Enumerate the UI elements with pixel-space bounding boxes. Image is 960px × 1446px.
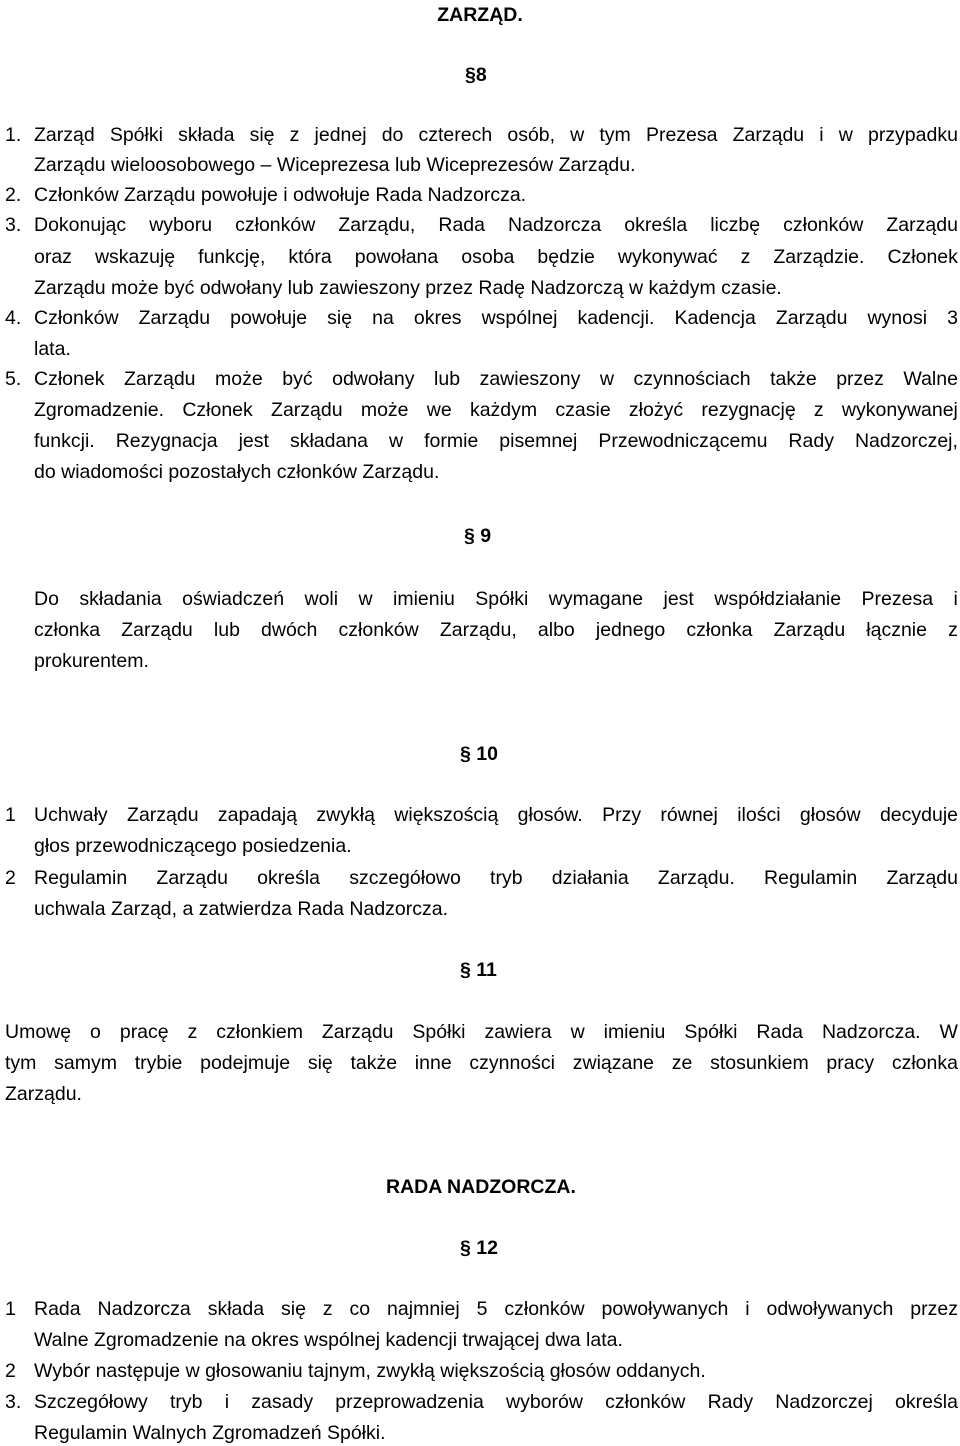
word: jednej [314, 124, 367, 146]
word: każdym [469, 399, 538, 421]
word: Rada [756, 1021, 804, 1043]
word: co [349, 1298, 371, 1320]
word: imieniu [393, 588, 455, 610]
word: jest [238, 430, 269, 452]
word: będzie [537, 246, 595, 268]
word: trybie [134, 1052, 183, 1074]
word: Przewodniczącemu [598, 430, 768, 452]
word: Rady [707, 1391, 754, 1413]
list-item-text [34, 1297, 958, 1321]
paragraph-text: Zarządu. [5, 1083, 82, 1105]
word: oświadczeń [182, 588, 285, 610]
word: z [740, 246, 751, 268]
word: pracy [826, 1052, 875, 1074]
word: Zarządu [127, 804, 199, 826]
word: z [289, 124, 300, 146]
word: imieniu [603, 1021, 666, 1043]
word: inne [414, 1052, 452, 1074]
word: z [813, 399, 824, 421]
word: przeprowadzenia [335, 1391, 484, 1413]
word: się [307, 1052, 333, 1074]
word: pracę [119, 1021, 169, 1043]
word: Zarządu [775, 307, 848, 329]
word: określa [257, 867, 321, 889]
word: liczbę [710, 214, 761, 236]
word: zapadają [217, 804, 298, 826]
list-item-text: Wybór następuje w głosowaniu tajnym, zwykłą większością głosów oddanych. [34, 1360, 706, 1382]
word: Przy [602, 804, 642, 826]
word: funkcję, [198, 246, 266, 268]
word: się [249, 124, 275, 146]
word: z [322, 1298, 333, 1320]
word: zasady [251, 1391, 314, 1413]
word: działania [551, 867, 629, 889]
word: Zarządu [271, 399, 343, 421]
word: jest [663, 588, 694, 610]
paragraph-title-12: § 12 [460, 1237, 498, 1259]
word: członków [605, 1391, 686, 1413]
word: wyborów [506, 1391, 583, 1413]
paragraph-text [5, 1020, 958, 1044]
word: członka [686, 619, 753, 641]
word: W [939, 1021, 958, 1043]
word: powołana [354, 246, 439, 268]
word: współdziałanie [714, 588, 842, 610]
word: w [838, 124, 853, 146]
word: woli [304, 588, 339, 610]
word: Umowę [5, 1021, 72, 1043]
word: Członek [34, 368, 105, 390]
word: tryb [490, 867, 523, 889]
list-item-text [34, 1390, 958, 1414]
word: okres [413, 307, 462, 329]
word: we [426, 399, 452, 421]
word: wynosi [867, 307, 928, 329]
word: Spółki [475, 588, 529, 610]
word: może [215, 368, 263, 390]
word: Szczegółowy [34, 1391, 148, 1413]
word: odwoływanych [766, 1298, 894, 1320]
list-number: 3. [5, 214, 22, 236]
word: zwykłą [316, 804, 375, 826]
list-number: 2. [5, 184, 22, 206]
word: Spółki [684, 1021, 738, 1043]
word: lub [434, 368, 461, 390]
word: wyboru [149, 214, 213, 236]
paragraph-text: prokurentem. [34, 650, 149, 672]
word: określa [624, 214, 688, 236]
list-item-text [34, 306, 958, 330]
word: określa [895, 1391, 958, 1413]
list-number: 5. [5, 368, 22, 390]
word: Zarządu [121, 619, 193, 641]
word: Regulamin [34, 867, 128, 889]
word: Regulamin [764, 867, 858, 889]
word: rezygnację [701, 399, 796, 421]
word: Zarządu, [338, 214, 416, 236]
word: i [819, 124, 824, 146]
word: Zgromadzenie. [34, 399, 165, 421]
word: Nadzorczej, [854, 430, 958, 452]
word: członkiem [216, 1021, 303, 1043]
word: Uchwały [34, 804, 108, 826]
word: w [599, 368, 614, 390]
word: przypadku [867, 124, 958, 146]
word: 5 [476, 1298, 488, 1320]
word: najmniej [387, 1298, 460, 1320]
word: Zarządu, [439, 619, 517, 641]
word: czterech [418, 124, 493, 146]
word: także [770, 368, 817, 390]
list-item-text: Zarządu może być odwołany lub zawieszony przez Radę Nadzorczą w każdym czasie. [34, 277, 782, 299]
word: Spółki [412, 1021, 466, 1043]
list-item-text [34, 803, 958, 827]
paragraph-title-11: § 11 [460, 959, 497, 981]
word: jednego [595, 619, 666, 641]
word: czasie [555, 399, 611, 421]
list-item-text [34, 213, 958, 237]
word: składania [79, 588, 162, 610]
list-number: 1 [5, 804, 16, 826]
word: ze [671, 1052, 693, 1074]
word: 3 [947, 307, 958, 329]
word: powoływanych [601, 1298, 729, 1320]
word: kadencji. [577, 307, 655, 329]
word: w [389, 430, 404, 452]
word: Członków [34, 307, 119, 329]
word: samym [54, 1052, 117, 1074]
word: Członek [182, 399, 253, 421]
word: Zarządu. [657, 867, 735, 889]
word: wykonywać [617, 246, 718, 268]
paragraph-text [34, 587, 958, 611]
word: czynności [469, 1052, 556, 1074]
word: łącznie [866, 619, 927, 641]
list-number: 1. [5, 124, 22, 146]
word: funkcji. [34, 430, 95, 452]
word: oraz [34, 246, 72, 268]
word: Zarządu [321, 1021, 394, 1043]
list-item-text: Zarządu wieloosobowego – Wiceprezesa lub Wiceprezesów Zarządu. [34, 154, 636, 176]
word: w [570, 1021, 585, 1043]
word: składa [178, 124, 235, 146]
list-number: 4. [5, 307, 22, 329]
word: zawieszony [479, 368, 581, 390]
word: szczegółowo [349, 867, 461, 889]
word: członków [783, 214, 864, 236]
word: Zarządu [156, 867, 228, 889]
word: tym [599, 124, 631, 146]
word: przez [910, 1298, 958, 1320]
word: Nadzorczej [775, 1391, 873, 1413]
word: z [948, 619, 958, 641]
word: która [288, 246, 332, 268]
word: w [358, 588, 373, 610]
paragraph-title-10: § 10 [460, 743, 498, 765]
list-item-text: lata. [34, 338, 71, 360]
list-item-text: Walne Zgromadzenie na okres wspólnej kadencji trwającej dwa lata. [34, 1329, 623, 1351]
word: czynnościach [633, 368, 751, 390]
word: może [360, 399, 409, 421]
list-item-text [34, 429, 958, 453]
word: członka [34, 619, 101, 641]
word: wspólnej [481, 307, 558, 329]
list-item-text [34, 123, 958, 147]
word: tryb [170, 1391, 203, 1413]
word: członków [504, 1298, 585, 1320]
word: stosunkiem [710, 1052, 809, 1074]
word: członków [235, 214, 316, 236]
word: decyduje [879, 804, 958, 826]
word: odwołany [332, 368, 415, 390]
word: Zarząd [34, 124, 95, 146]
word: członka [891, 1052, 958, 1074]
list-item-text [34, 367, 958, 391]
list-item-text [34, 245, 958, 269]
list-number: 2 [5, 867, 16, 889]
paragraph-title-8: §8 [465, 64, 487, 86]
word: i [953, 588, 958, 610]
word: tym [5, 1052, 37, 1074]
word: Nadzorcza. [821, 1021, 921, 1043]
word: Walne [903, 368, 958, 390]
word: Prezesa [861, 588, 934, 610]
word: składa [207, 1298, 265, 1320]
word: osoba [461, 246, 515, 268]
list-item-text: głos przewodniczącego posiedzenia. [34, 835, 352, 857]
word: osób, [507, 124, 556, 146]
list-item-text: do wiadomości pozostałych członków Zarządu. [34, 461, 440, 483]
word: przez [836, 368, 884, 390]
word: z [187, 1021, 198, 1043]
word: powołuje [230, 307, 308, 329]
word: dwóch [261, 619, 318, 641]
list-number: 2 [5, 1360, 16, 1382]
list-number: 1 [5, 1298, 16, 1320]
word: większością [394, 804, 499, 826]
paragraph-text [5, 1051, 958, 1075]
word: Kadencja [674, 307, 756, 329]
paragraph-text [34, 618, 958, 642]
word: Zarządu [773, 619, 846, 641]
word: związane [572, 1052, 655, 1074]
word: podejmuje [200, 1052, 291, 1074]
list-item-text: uchwala Zarząd, a zatwierdza Rada Nadzorcza. [34, 898, 449, 920]
word: Rada [438, 214, 485, 236]
list-item-text: Członków Zarządu powołuje i odwołuje Rada Nadzorcza. [34, 184, 527, 206]
word: zawiera [484, 1021, 552, 1043]
word: wymagane [548, 588, 644, 610]
word: na [372, 307, 394, 329]
section-heading-zarzad: ZARZĄD. [437, 4, 523, 26]
word: w [570, 124, 585, 146]
list-item-text [34, 866, 958, 890]
word: Nadzorcza [97, 1298, 191, 1320]
word: złożyć [628, 399, 684, 421]
list-number: 3. [5, 1391, 22, 1413]
word: Członek [887, 246, 958, 268]
word: Rada [34, 1298, 81, 1320]
word: równej [660, 804, 718, 826]
list-item-text: Regulamin Walnych Zgromadzeń Spółki. [34, 1422, 386, 1444]
word: do [381, 124, 404, 146]
paragraph-title-9: § 9 [464, 525, 492, 547]
word: być [282, 368, 313, 390]
word: i [745, 1298, 750, 1320]
word: Dokonując [34, 214, 127, 236]
word: lub [213, 619, 240, 641]
word: także [350, 1052, 398, 1074]
word: wykonywanej [841, 399, 958, 421]
list-item-text [34, 398, 958, 422]
word: Zarządzie. [773, 246, 865, 268]
word: głosów [799, 804, 861, 826]
word: Nadzorcza [508, 214, 602, 236]
word: ilości [737, 804, 781, 826]
word: głosów. [517, 804, 583, 826]
word: się [280, 1298, 306, 1320]
word: i [224, 1391, 230, 1413]
word: albo [537, 619, 575, 641]
word: pisemnej [499, 430, 578, 452]
word: składana [289, 430, 369, 452]
word: Rezygnacja [115, 430, 218, 452]
word: Zarządu [123, 368, 196, 390]
word: Prezesa [645, 124, 718, 146]
section-heading-rada: RADA NADZORCZA. [386, 1176, 576, 1198]
word: członków [338, 619, 419, 641]
word: Zarządu [138, 307, 211, 329]
word: Do [34, 588, 59, 610]
word: o [90, 1021, 101, 1043]
word: formie [424, 430, 479, 452]
word: się [327, 307, 353, 329]
word: Zarządu [886, 214, 958, 236]
word: wskazuję [94, 246, 176, 268]
word: Rady [788, 430, 834, 452]
word: Zarządu [886, 867, 958, 889]
word: Spółki [109, 124, 163, 146]
word: Zarządu [732, 124, 805, 146]
